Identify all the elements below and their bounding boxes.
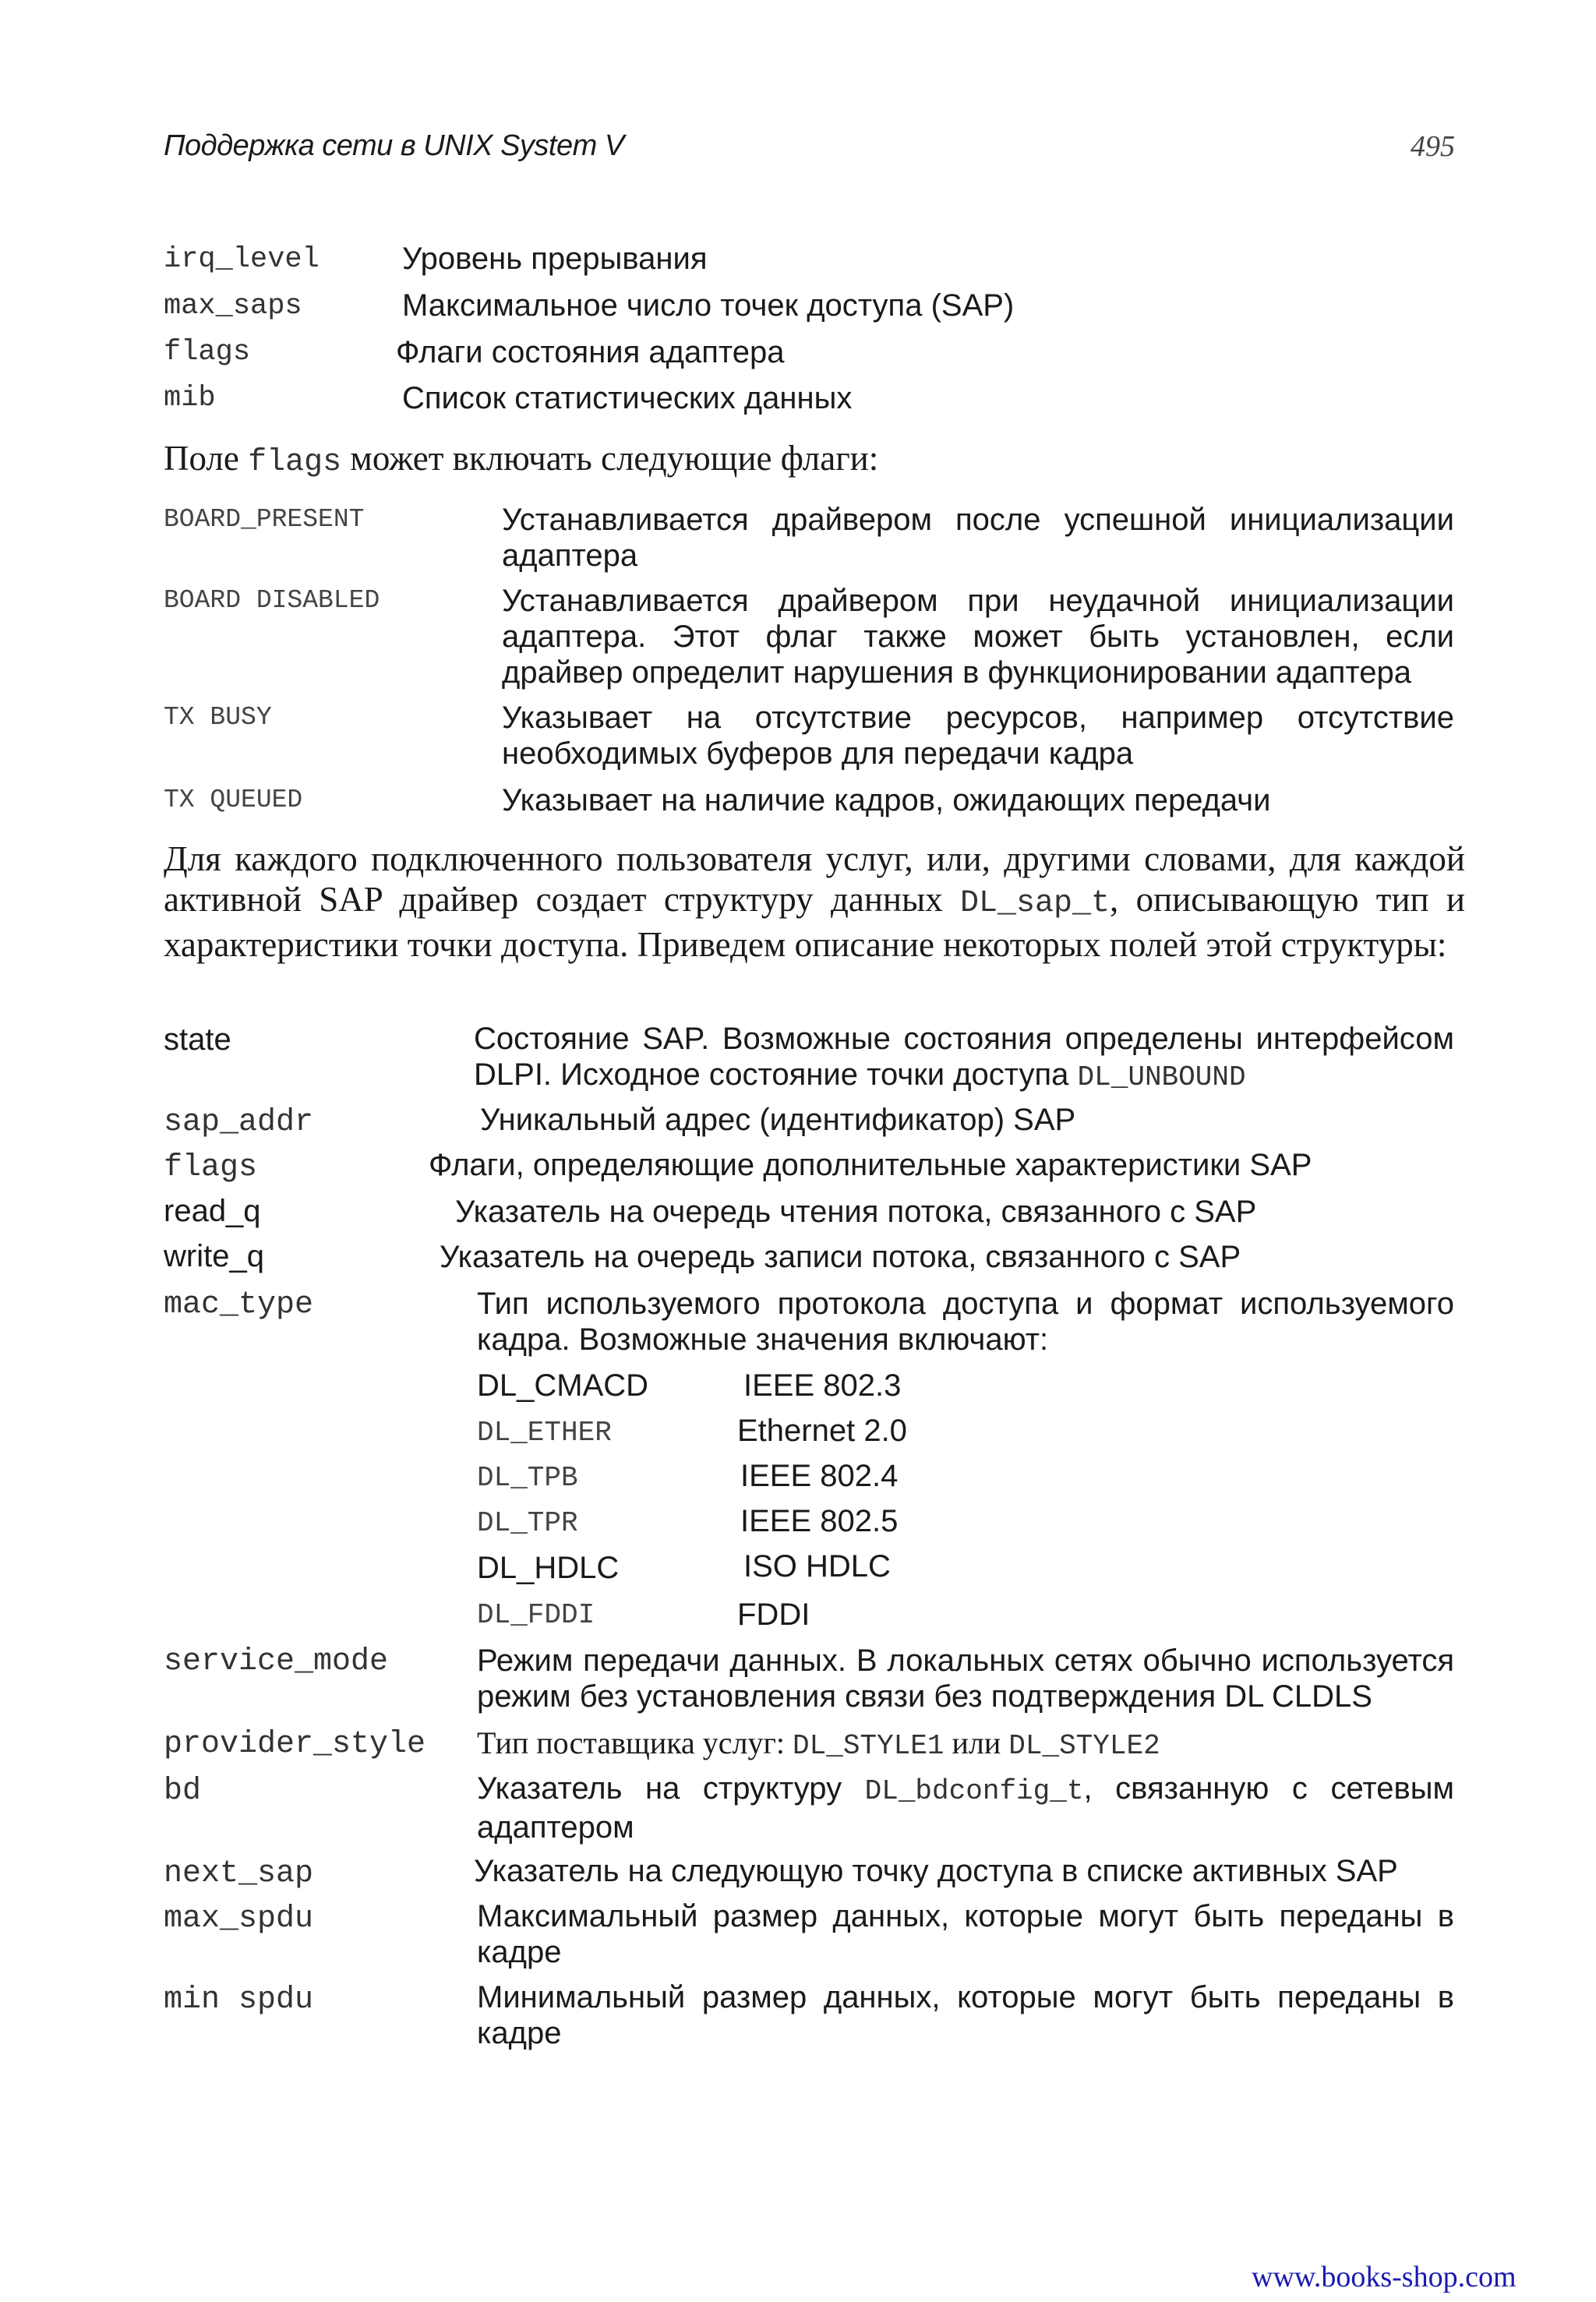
field-term: next_sap [164,1856,314,1891]
inline-code: DL_sap_t [960,886,1110,921]
field-description: Флаги, определяющие дополнительные характеристики SAP [429,1148,1312,1182]
paragraph-text: Для каждого подключенного пользователя услуг, или, другими словами, для каждой активной SAP драйвер создает структуру данных [164,839,1465,919]
field-term: service_mode [164,1644,389,1679]
description-text: Тип поставщика услуг: [477,1725,793,1760]
inline-code: DL_bdconfig_t [864,1775,1084,1807]
field-description: Список статистических данных [402,381,853,415]
flag-description: Указывает на наличие кадров, ожидающих передачи [502,783,1271,817]
field-description: Режим передачи данных. В локальных сетях обычно используется режим без установления связи без подтверждения DL CLDLS [477,1644,1454,1714]
field-term: bd [164,1774,202,1809]
paragraph [164,839,1465,965]
mac-type-value: Ethernet 2.0 [737,1414,907,1448]
mac-type-name: DL_TPR [477,1507,578,1539]
field-description: Указатель на очередь записи потока, связанного с SAP [440,1240,1241,1274]
field-term: read_q [164,1194,261,1228]
field-term: min spdu [164,1982,314,2018]
mac-type-value: IEEE 802.3 [743,1368,902,1403]
mac-type-value: IEEE 802.4 [740,1459,899,1493]
mac-type-name: DL_CMACD [477,1368,649,1403]
description-text: Указатель на структуру [477,1771,865,1806]
field-term: max_spdu [164,1901,314,1937]
mac-type-value: ISO HDLC [743,1549,891,1584]
field-description: Уникальный адрес (идентификатор) SAP [480,1103,1076,1137]
field-term: write_q [164,1239,264,1273]
field-term: flags [164,1150,258,1185]
mac-type-name: DL_HDLC [477,1551,620,1585]
field-term: irq_level [164,243,320,276]
flag-term: BOARD_PRESENT [164,505,365,534]
flag-term: BOARD DISABLED [164,586,380,615]
field-term: max_saps [164,290,302,323]
description-text: , связанную с сетевым адаптером [477,1771,1454,1845]
field-description: Указатель на следующую точку доступа в списке активных SAP [474,1854,1398,1888]
field-description: Уровень прерывания [402,242,708,276]
field-term: provider_style [164,1727,426,1762]
field-term: sap_addr [164,1105,314,1140]
field-description: Указатель на очередь чтения потока, связанного с SAP [455,1195,1257,1229]
inline-code: DL_UNBOUND [1077,1061,1246,1093]
field-term: state [164,1022,231,1057]
field-description [474,1021,1454,1096]
field-description [477,1725,1454,1764]
field-term: flags [164,336,251,369]
paragraph [164,438,1465,483]
mac-type-name: DL_ETHER [477,1417,612,1449]
running-header: Поддержка сети в UNIX System V [164,129,624,162]
inline-code: DL_STYLE2 [1008,1730,1160,1762]
mac-type-name: DL_TPB [477,1462,578,1494]
description-text: Состояние SAP. Возможные состояния определены интерфейсом DLPI. Исходное состояние точки доступа [474,1022,1454,1092]
field-description: Тип используемого протокола доступа и формат используемого кадра. Возможные значения включают: [477,1287,1454,1357]
field-description: Максимальное число точек доступа (SAP) [402,288,1015,323]
flag-description: Указывает на отсутствие ресурсов, например отсутствие необходимых буферов для передачи кадра [502,701,1454,771]
field-term: mac_type [164,1287,314,1322]
field-term: mib [164,382,216,415]
mac-type-value: FDDI [737,1598,810,1632]
field-description: Флаги состояния адаптера [396,335,785,369]
inline-code: flags [248,445,342,480]
paragraph-text: Поле [164,439,249,478]
inline-code: DL_STYLE1 [793,1730,945,1762]
field-description: Минимальный размер данных, которые могут быть переданы в кадре [477,1980,1454,2050]
paragraph-text: , описывающую тип и характеристики точки доступа. Приведем описание некоторых полей этой структуры: [164,880,1465,964]
flag-term: TX QUEUED [164,786,303,814]
paragraph-text: может включать следующие флаги: [341,439,879,478]
field-description [477,1771,1454,1845]
description-text: или [944,1725,1009,1760]
flag-description: Устанавливается драйвером после успешной инициализации адаптера [502,503,1454,573]
flag-term: TX BUSY [164,703,272,732]
field-description: Максимальный размер данных, которые могут быть переданы в кадре [477,1899,1454,1969]
footer-link[interactable]: www.books-shop.com [1252,2261,1517,2293]
flag-description: Устанавливается драйвером при неудачной инициализации адаптера. Этот флаг также может быть установлен, если драйвер определит нарушения в функционировании адаптера [502,584,1454,690]
page-number: 495 [1411,130,1455,163]
mac-type-value: IEEE 802.5 [740,1504,899,1538]
mac-type-name: DL_FDDI [477,1599,595,1631]
